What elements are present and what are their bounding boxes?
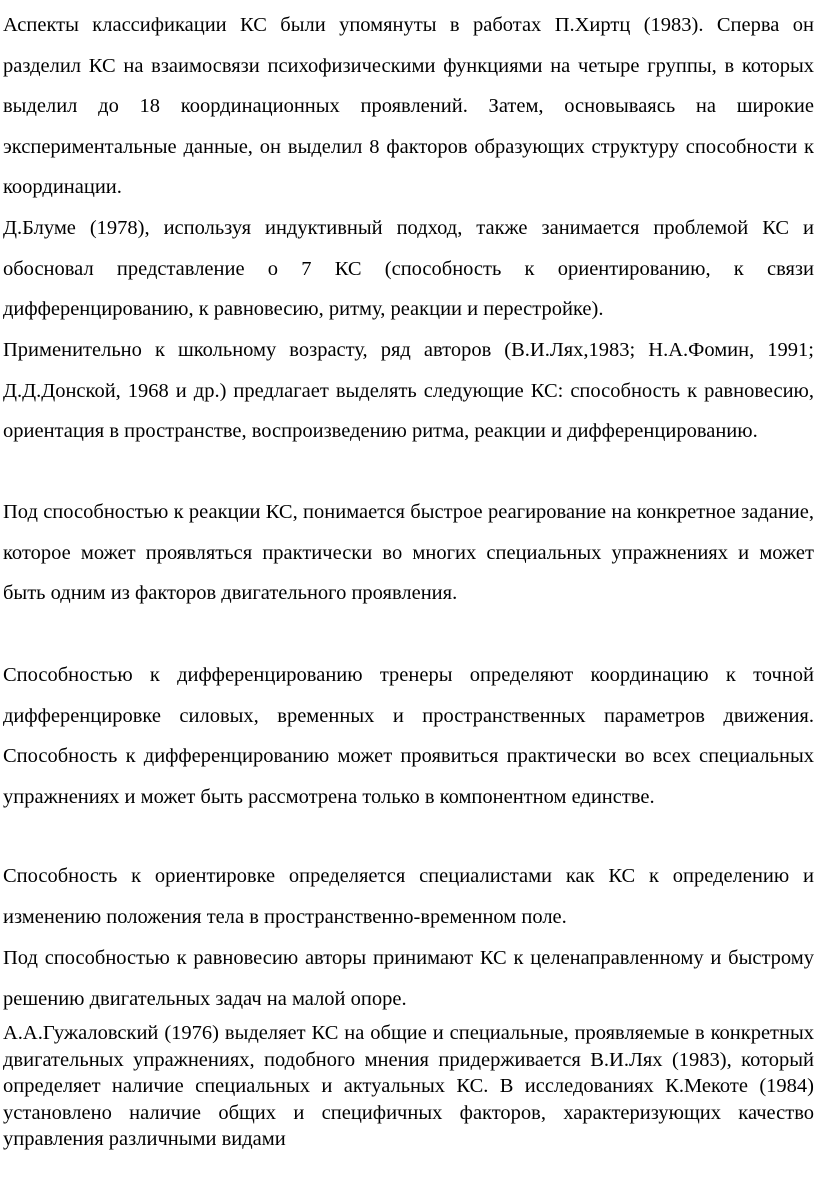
paragraph-balance-ability: Под способностью к равновесию авторы принимают КС к целенаправленному и быстрому решению двигательных задач на малой опоре.	[3, 947, 814, 1010]
paragraph-differentiation-ability: Способностью к дифференцированию тренеры определяют координацию к точной дифференцировке силовых, временных и пространственных параметров движения. Способность к дифференцированию может проявиться практически во всех специальных упражнениях и может быть рассмотрена только в компонентном единстве.	[3, 664, 814, 808]
paragraph-reaction-ability: Под способностью к реакции КС, понимается быстрое реагирование на конкретное задание, которое может проявляться практически во многих специальных упражнениях и может быть одним из факторов двигательного проявления.	[3, 501, 814, 604]
paragraph-hirtz-classification: Аспекты классификации КС были упомянуты в работах П.Хиртц (1983). Сперва он разделил КС на взаимосвязи психофизическими функциями на четыре группы, в которых выделил до 18 координационных проявлений. Затем, основываясь на широкие экспериментальные данные, он выделил 8 факторов образующих структуру способности к координации.	[3, 14, 814, 198]
paragraph-guzhalovsky: А.А.Гужаловский (1976) выделяет КС на общие и специальные, проявляемые в конкретных двигательных упражнениях, подобного мнения придерживается В.И.Лях (1983), который определяет наличие специальных и актуальных КС. В исследованиях К.Мекоте (1984) установлено наличие общих и специфичных факторов, характеризующих качество управления различными видами	[3, 1022, 814, 1150]
paragraph-orientation-ability: Способность к ориентировке определяется специалистами как КС к определению и изменению положения тела в пространственно-временном поле.	[3, 865, 814, 928]
paragraph-blume-approach: Д.Блуме (1978), используя индуктивный подход, также занимается проблемой КС и обосновал представление о 7 КС (способность к ориентированию, к связи дифференцированию, к равновесию, ритму, реакции и перестройке).	[3, 217, 814, 320]
paragraph-school-age: Применительно к школьному возрасту, ряд авторов (В.И.Лях,1983; Н.А.Фомин, 1991; Д.Д.Донской, 1968 и др.) предлагает выделять следующие КС: способность к равновесию, ориентация в пространстве, воспроизведению ритма, реакции и дифференцированию.	[3, 339, 814, 442]
